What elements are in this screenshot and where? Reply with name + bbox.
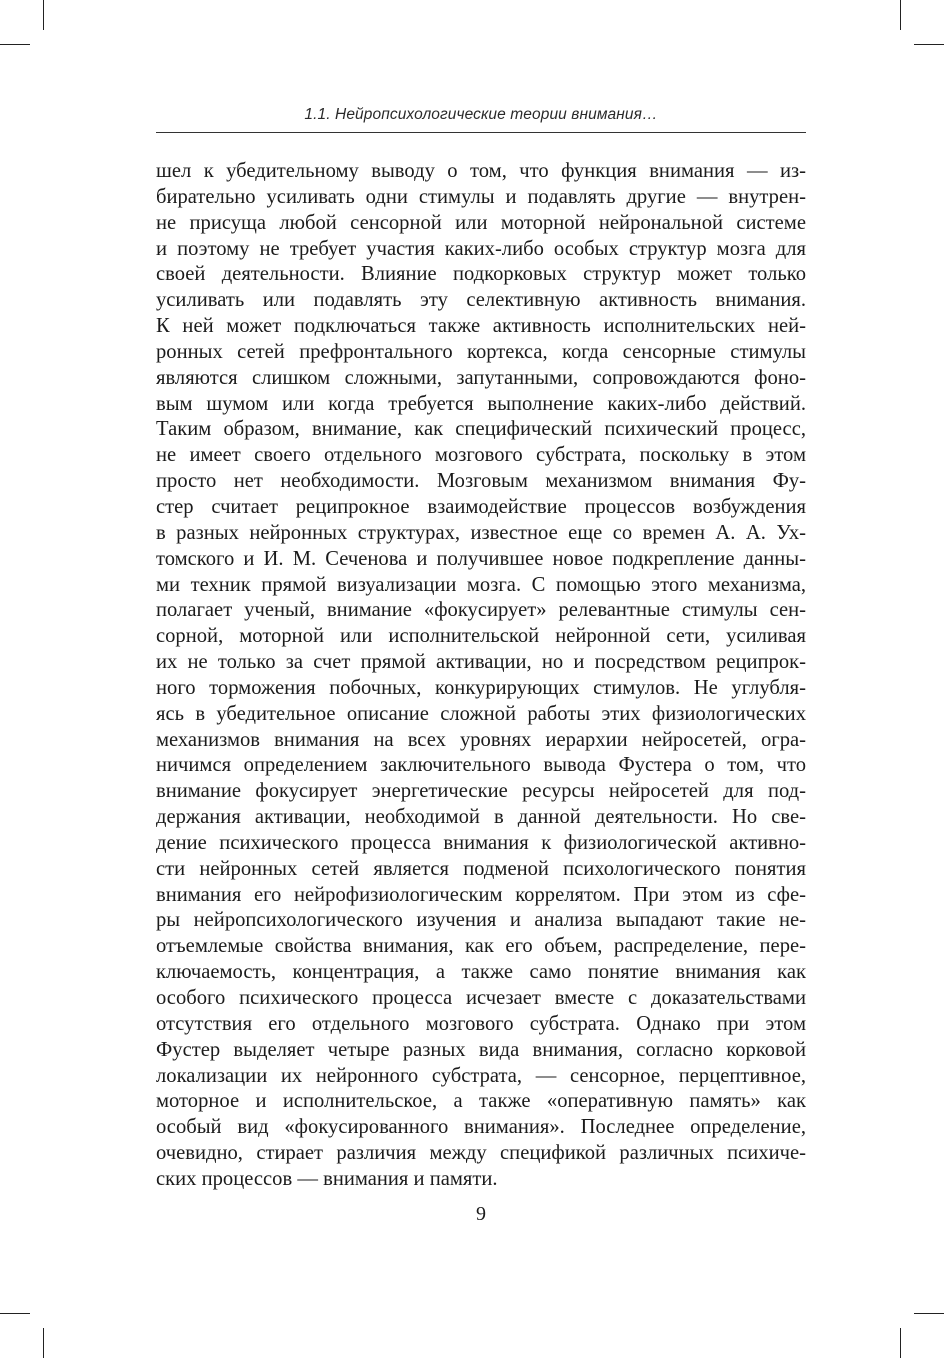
text-line: не имеет своего отдельного мозгового субстрата, поскольку в этом	[156, 444, 806, 467]
text-line: вым шумом или когда требуется выполнение каких-либо действий.	[156, 392, 806, 415]
crop-mark-bottom-left-vertical	[43, 1328, 44, 1358]
text-line: шел к убедительному выводу о том, что функция внимания — из-	[156, 160, 806, 182]
text-line: усиливать или подавлять эту селективную активность внимания.	[156, 289, 806, 312]
header-rule	[156, 132, 806, 133]
text-line: механизмов внимания на всех уровнях иерархии нейросетей, огра-	[156, 728, 806, 751]
text-line: бирательно усиливать одни стимулы и подавлять другие — внутрен-	[156, 185, 806, 208]
text-line: особый вид «фокусированного внимания». Последнее определение,	[156, 1116, 806, 1139]
text-line: и поэтому не требует участия каких-либо особых структур мозга для	[156, 237, 806, 260]
text-line: сорной, моторной или исполнительской нейронной сети, усиливая	[156, 625, 806, 648]
page-number: 9	[476, 1203, 486, 1225]
text-line: ры нейропсихологического изучения и анализа выпадают такие не-	[156, 909, 806, 932]
text-line: очевидно, стирает различия между спецификой различных психиче-	[156, 1142, 806, 1165]
text-line: в разных нейронных структурах, известное еще со времен А. А. Ух-	[156, 521, 806, 544]
text-line: Фустер выделяет четыре разных вида внимания, согласно корковой	[156, 1038, 806, 1061]
text-line: своей деятельности. Влияние подкорковых структур может только	[156, 263, 806, 286]
crop-mark-top-left-horizontal	[0, 44, 30, 45]
text-line: внимания его нейрофизиологическим коррелятом. При этом из сфе-	[156, 883, 806, 906]
crop-mark-top-left-vertical	[43, 0, 44, 30]
body-paragraph	[156, 159, 806, 1193]
text-line: ронных сетей префронтального кортекса, когда сенсорные стимулы	[156, 340, 806, 363]
crop-mark-bottom-right-vertical	[900, 1328, 901, 1358]
crop-mark-top-right-horizontal	[914, 44, 944, 45]
text-line: просто нет необходимости. Мозговым механизмом внимания Фу-	[156, 470, 806, 493]
text-line: Таким образом, внимание, как специфический психический процесс,	[156, 418, 806, 441]
text-line: томского и И. М. Сеченова и получившее новое подкрепление данны-	[156, 547, 806, 570]
text-line: особого психического процесса исчезает вместе с доказательствами	[156, 987, 806, 1009]
text-line: ясь в убедительное описание сложной работы этих физиологических	[156, 702, 806, 725]
text-line: ного торможения побочных, конкурирующих стимулов. Не углубля-	[156, 676, 806, 699]
text-line: сти нейронных сетей является подменой психологического понятия	[156, 857, 806, 880]
text-line: ключаемость, концентрация, а также само понятие внимания как	[156, 961, 806, 984]
text-line: отъемлемые свойства внимания, как его объем, распределение, пере-	[156, 935, 806, 958]
text-line: отсутствия его отдельного мозгового субстрата. Однако при этом	[156, 1012, 806, 1035]
crop-mark-bottom-left-horizontal	[0, 1313, 30, 1314]
text-line: К ней может подключаться также активность исполнительских ней-	[156, 315, 806, 338]
crop-mark-top-right-vertical	[900, 0, 901, 30]
text-line: дение психического процесса внимания к физиологической активно-	[156, 831, 806, 854]
crop-mark-bottom-right-horizontal	[914, 1313, 944, 1314]
text-line: полагает ученый, внимание «фокусирует» релевантные стимулы сен-	[156, 599, 806, 622]
text-line: держания активации, необходимой в данной деятельности. Но све-	[156, 806, 806, 829]
text-line: внимание фокусирует энергетические ресурсы нейросетей для под-	[156, 780, 806, 803]
text-line: стер считает реципрокное взаимодействие процессов возбуждения	[156, 495, 806, 518]
text-line: моторное и исполнительское, а также «оперативную память» как	[156, 1090, 806, 1113]
text-line: ми техник прямой визуализации мозга. С помощью этого механизма,	[156, 573, 806, 596]
text-line-last: ских процессов — внимания и памяти.	[156, 1167, 498, 1190]
text-line: не присуща любой сенсорной или моторной нейрональной системе	[156, 211, 806, 234]
text-line: локализации их нейронного субстрата, — сенсорное, перцептивное,	[156, 1064, 806, 1087]
text-line: являются слишком сложными, запутанными, сопровождаются фоно-	[156, 366, 806, 389]
text-line: их не только за счет прямой активации, но и посредством реципрок-	[156, 651, 806, 674]
text-line: ничимся определением заключительного вывода Фустера о том, что	[156, 754, 806, 777]
running-header-title: 1.1. Нейропсихологические теории внимания…	[304, 106, 658, 123]
